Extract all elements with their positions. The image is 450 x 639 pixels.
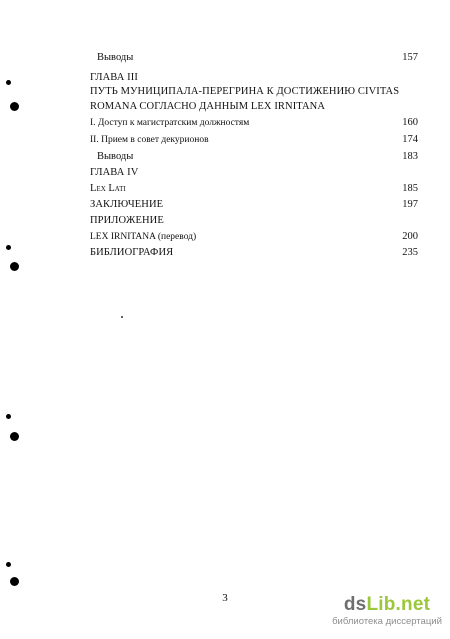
toc-entry-label: II. Прием в совет декурионов — [90, 135, 209, 145]
toc-entry-label: Lex Lati — [90, 183, 126, 194]
toc-entry-page: 185 — [402, 183, 418, 194]
toc-section-heading: БИБЛИОГРАФИЯ — [90, 247, 174, 258]
toc-chapter-heading: ГЛАВА IV — [90, 167, 139, 178]
toc-entry-page: 160 — [402, 117, 418, 128]
scan-speck — [121, 316, 123, 318]
toc-section-heading: ПРИЛОЖЕНИЕ — [90, 215, 164, 226]
toc-entry — [0, 181, 450, 197]
toc-entry — [0, 245, 450, 261]
toc-entry — [0, 229, 450, 245]
toc-entry — [0, 132, 450, 148]
toc-entry — [0, 50, 450, 66]
punch-hole-small — [6, 562, 11, 567]
toc-entry-page: 157 — [402, 52, 418, 63]
toc-entry — [0, 149, 450, 165]
toc-entry-page: 235 — [402, 247, 418, 258]
toc-entry-label: LEX IRNITANA (перевод) — [90, 232, 197, 242]
toc-entry-label: I. Доступ к магистратским должностям — [90, 118, 250, 128]
toc-chapter-title: ПУТЬ МУНИЦИПАЛА-ПЕРЕГРИНА К ДОСТИЖЕНИЮ CIVITAS — [90, 86, 400, 97]
page-number: 3 — [222, 592, 228, 604]
punch-hole — [10, 102, 19, 111]
toc-chapter-title: ROMANA СОГЛАСНО ДАННЫМ LEX IRNITANA — [90, 101, 326, 112]
toc-entry — [0, 213, 450, 229]
watermark-logo-ds: ds — [343, 594, 367, 615]
punch-hole-small — [6, 414, 11, 419]
toc-entry-page: 183 — [402, 151, 418, 162]
punch-hole — [10, 432, 19, 441]
punch-hole — [10, 262, 19, 271]
toc-entry-label: Выводы — [97, 151, 134, 162]
watermark-logo — [332, 594, 442, 616]
watermark-logo-lib: Lib.net — [366, 594, 431, 615]
punch-hole — [10, 577, 19, 586]
watermark-tagline: библиотека диссертаций — [332, 616, 442, 627]
toc-chapter-heading: ГЛАВА III — [90, 72, 138, 83]
toc-entry — [0, 165, 450, 181]
toc-section-heading: ЗАКЛЮЧЕНИЕ — [90, 199, 164, 210]
toc-entry-page: 197 — [402, 199, 418, 210]
punch-hole-small — [6, 80, 11, 85]
toc-entry-page: 174 — [402, 134, 418, 145]
punch-hole-small — [6, 245, 11, 250]
toc-entry — [0, 99, 450, 115]
watermark — [332, 594, 442, 634]
toc-entry — [0, 84, 450, 100]
toc-entry-label: Выводы — [97, 52, 134, 63]
toc-entry — [0, 197, 450, 213]
toc-entry-page: 200 — [402, 231, 418, 242]
toc-entry — [0, 115, 450, 131]
